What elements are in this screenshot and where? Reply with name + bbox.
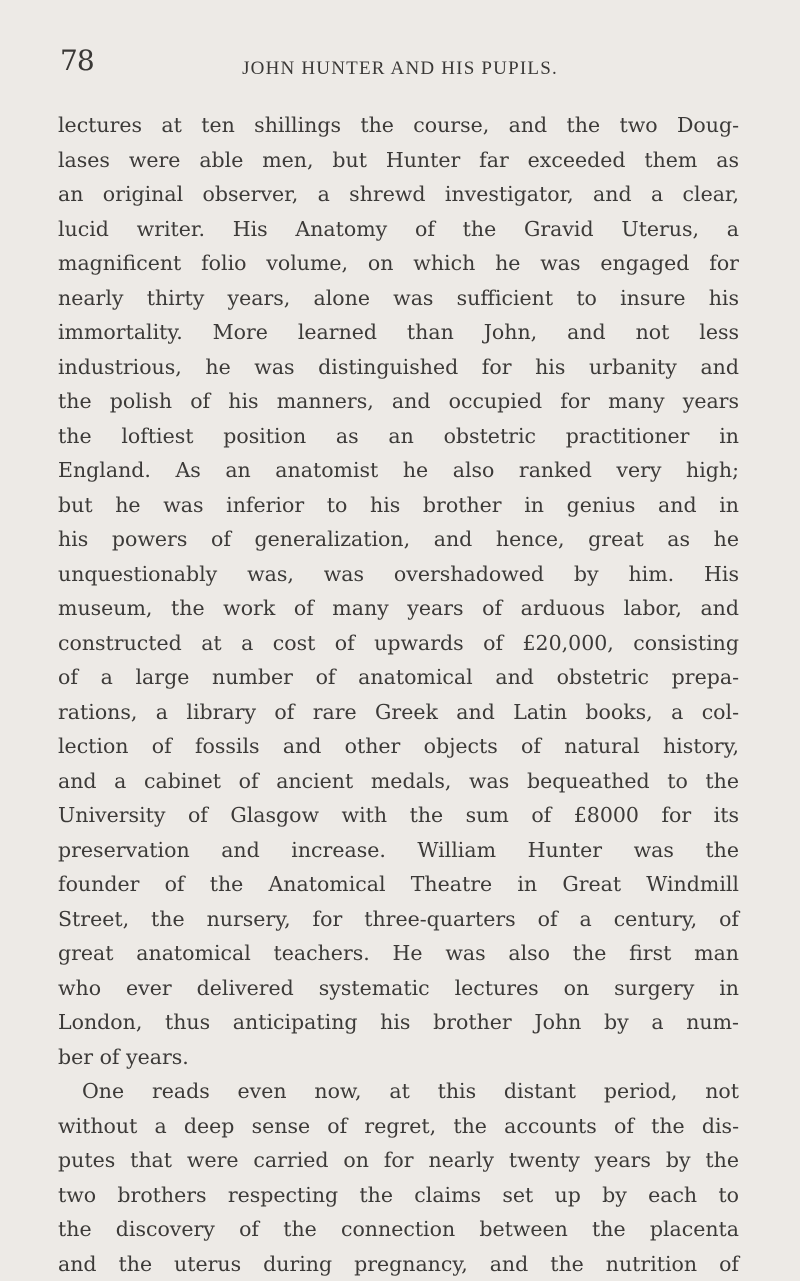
text-line: the polish of his manners, and occupied for many years xyxy=(58,384,739,419)
text-line: University of Glasgow with the sum of £8000 for its xyxy=(58,798,739,833)
text-line: lases were able men, but Hunter far exceeded them as xyxy=(58,143,739,178)
text-line: rations, a library of rare Greek and Latin books, a col- xyxy=(58,695,739,730)
text-line: but he was inferior to his brother in genius and in xyxy=(58,488,739,523)
text-line: the discovery of the connection between the placenta xyxy=(58,1212,739,1247)
page-number: 78 xyxy=(60,44,94,77)
text-line: England. As an anatomist he also ranked very high; xyxy=(58,453,739,488)
text-line: lucid writer. His Anatomy of the Gravid Uterus, a xyxy=(58,212,739,247)
text-line: lection of fossils and other objects of natural history, xyxy=(58,729,739,764)
text-line: who ever delivered systematic lectures on surgery in xyxy=(58,971,739,1006)
text-line: London, thus anticipating his brother John by a num- xyxy=(58,1005,739,1040)
text-line: preservation and increase. William Hunter was the xyxy=(58,833,739,868)
text-line: Street, the nursery, for three-quarters of a century, of xyxy=(58,902,739,937)
text-line: industrious, he was distinguished for his urbanity and xyxy=(58,350,739,385)
text-line: unquestionably was, was overshadowed by him. His xyxy=(58,557,739,592)
text-line: constructed at a cost of upwards of £20,000, consisting xyxy=(58,626,739,661)
text-line: without a deep sense of regret, the accounts of the dis- xyxy=(58,1109,739,1144)
text-line: two brothers respecting the claims set up by each to xyxy=(58,1178,739,1213)
text-line: nearly thirty years, alone was sufficient to insure his xyxy=(58,281,739,316)
text-line: ber of years. xyxy=(58,1040,739,1075)
text-line: One reads even now, at this distant period, not xyxy=(58,1074,739,1109)
text-line: lectures at ten shillings the course, and the two Doug- xyxy=(58,108,739,143)
running-title: JOHN HUNTER AND HIS PUPILS. xyxy=(0,58,800,80)
text-line: museum, the work of many years of arduous labor, and xyxy=(58,591,739,626)
text-line: the loftiest position as an obstetric practitioner in xyxy=(58,419,739,454)
text-line: putes that were carried on for nearly twenty years by the xyxy=(58,1143,739,1178)
text-line: and a cabinet of ancient medals, was bequeathed to the xyxy=(58,764,739,799)
body-text xyxy=(58,108,739,1281)
text-line: his powers of generalization, and hence, great as he xyxy=(58,522,739,557)
text-line: an original observer, a shrewd investigator, and a clear, xyxy=(58,177,739,212)
text-line: of a large number of anatomical and obstetric prepa- xyxy=(58,660,739,695)
text-line: founder of the Anatomical Theatre in Great Windmill xyxy=(58,867,739,902)
text-line: great anatomical teachers. He was also the first man xyxy=(58,936,739,971)
text-line: and the uterus during pregnancy, and the nutrition of xyxy=(58,1247,739,1281)
text-line: immortality. More learned than John, and not less xyxy=(58,315,739,350)
text-line: magnificent folio volume, on which he was engaged for xyxy=(58,246,739,281)
